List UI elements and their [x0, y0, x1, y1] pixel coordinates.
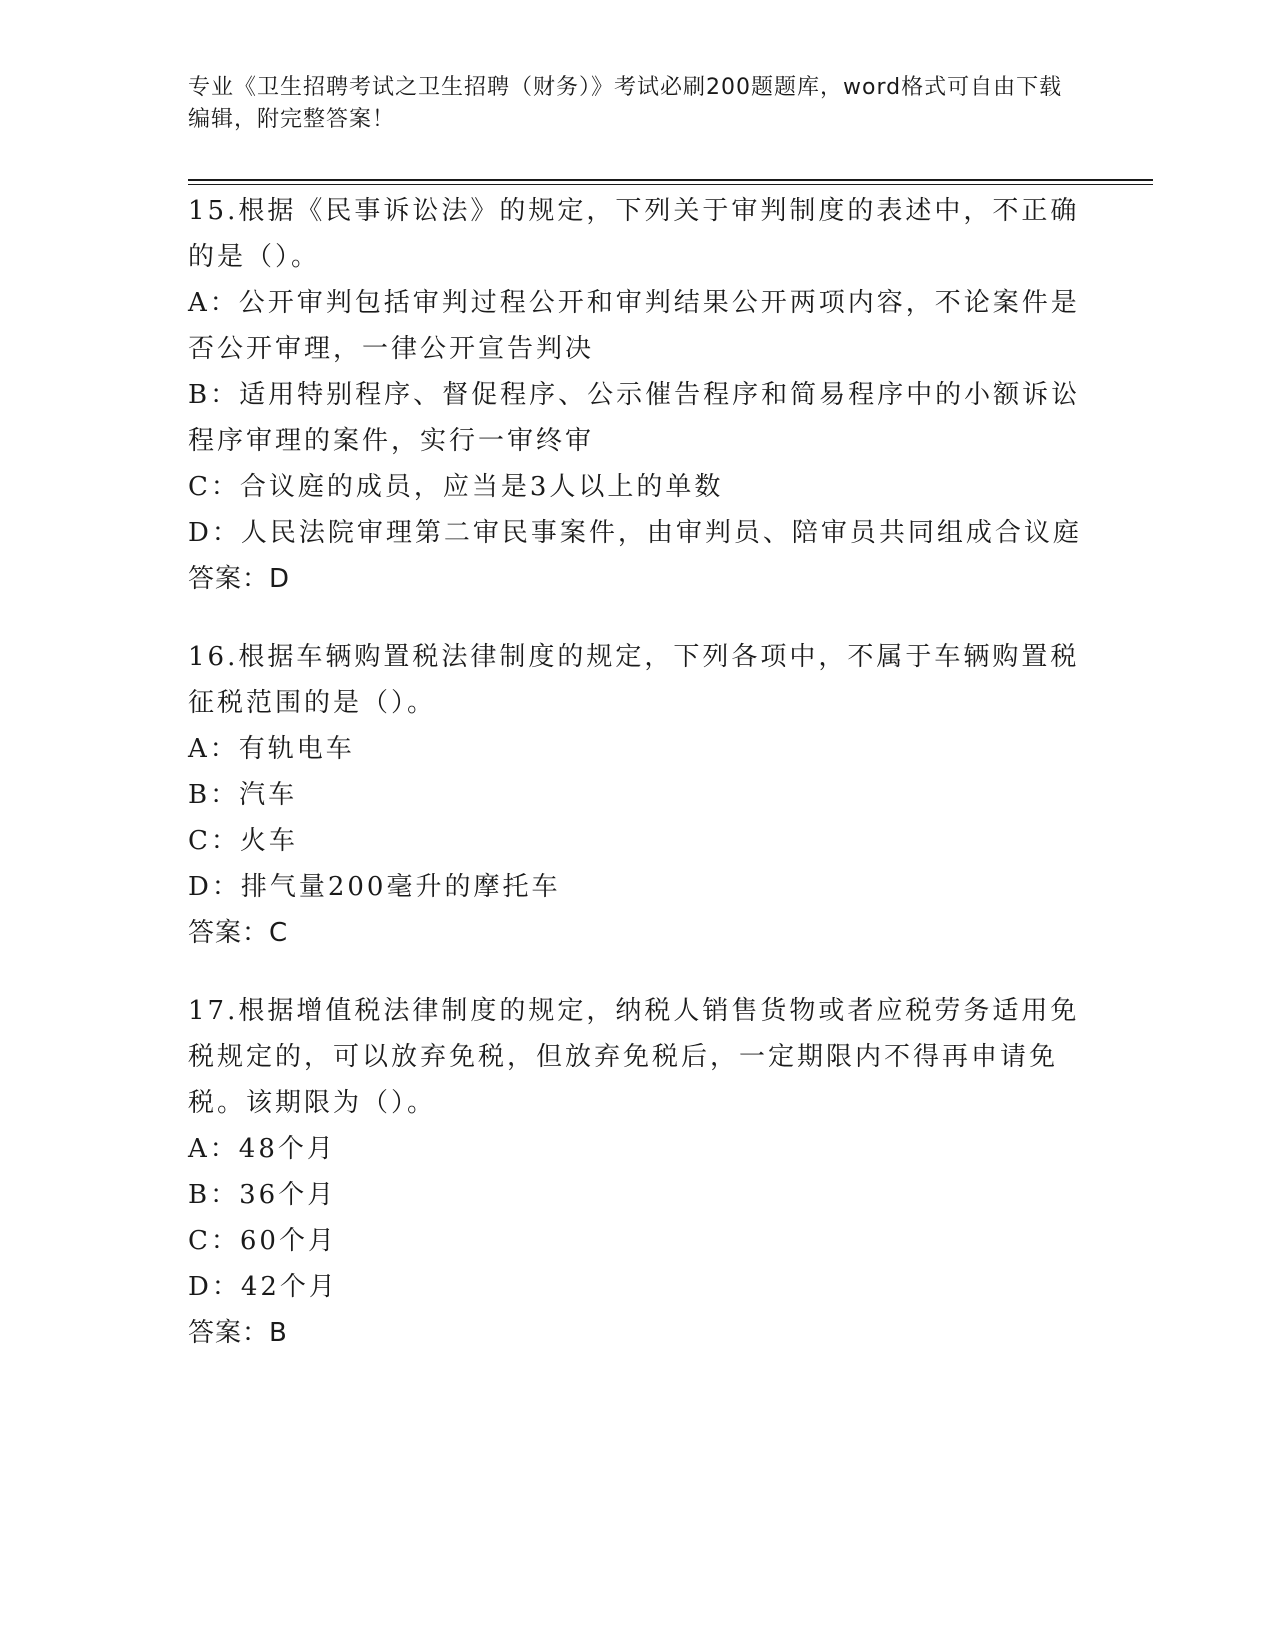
option-b: B：36个月	[188, 1180, 337, 1210]
option-a: A：48个月	[188, 1134, 336, 1164]
option-c: C：火车	[188, 826, 298, 856]
option-c: C：60个月	[188, 1226, 337, 1256]
question-text: 17.根据增值税法律制度的规定，纳税人销售货物或者应税劳务适用免税规定的，可以放弃免税，但放弃免税后，一定期限内不得再申请免税。该期限为（）。	[188, 996, 1080, 1118]
answer-label: 答案：C	[188, 918, 289, 948]
document-header: 专业《卫生招聘考试之卫生招聘（财务）》考试必刷200题题库，word格式可自由下载编辑，附完整答案！	[188, 75, 1063, 132]
option-d: D：42个月	[188, 1272, 338, 1302]
option-c: C：合议庭的成员，应当是3人以上的单数	[188, 472, 724, 502]
option-d: D：人民法院审理第二审民事案件，由审判员、陪审员共同组成合议庭	[188, 518, 1082, 548]
question-16	[188, 634, 1088, 956]
question-list	[188, 188, 1088, 1388]
answer-label: 答案：B	[188, 1318, 288, 1348]
option-b: B：适用特别程序、督促程序、公示催告程序和简易程序中的小额诉讼程序审理的案件，实行一审终审	[188, 380, 1081, 456]
header-divider-thin	[188, 184, 1153, 185]
option-a: A：有轨电车	[188, 734, 355, 764]
question-15	[188, 188, 1088, 602]
option-b: B：汽车	[188, 780, 298, 810]
option-a: A：公开审判包括审判过程公开和审判结果公开两项内容，不论案件是否公开审理，一律公开宣告判决	[188, 288, 1080, 364]
header-divider-thick	[188, 179, 1153, 181]
option-d: D：排气量200毫升的摩托车	[188, 872, 561, 902]
answer-label: 答案：D	[188, 564, 291, 594]
question-17	[188, 988, 1088, 1356]
question-text: 16.根据车辆购置税法律制度的规定，下列各项中，不属于车辆购置税征税范围的是（）。	[188, 642, 1080, 718]
question-text: 15.根据《民事诉讼法》的规定，下列关于审判制度的表述中，不正确的是（）。	[188, 196, 1080, 272]
